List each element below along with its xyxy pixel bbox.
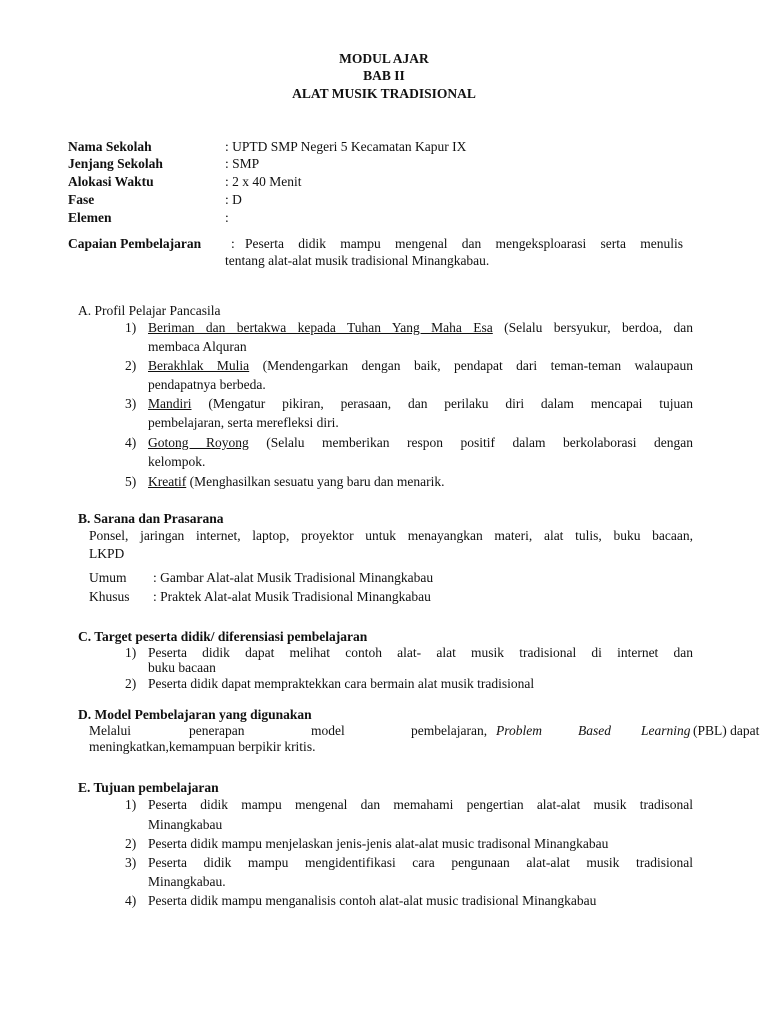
section-b-khusus-label: Khusus — [89, 589, 130, 604]
section-e-item-num: 2) — [125, 836, 137, 851]
section-a-item-num: 4) — [125, 435, 137, 450]
section-a-heading: A. Profil Pelajar Pancasila — [78, 303, 221, 318]
section-a-item-line2: pembelajaran, serta merefleksi diri. — [148, 415, 339, 430]
section-b-umum-value: : Gambar Alat-alat Musik Tradisional Minangkabau — [153, 570, 434, 585]
section-e-item-num: 1) — [125, 797, 137, 812]
info-label-fase: Fase — [68, 192, 95, 207]
info-label-jenjang: Jenjang Sekolah — [68, 156, 163, 171]
section-a-item-line — [148, 358, 693, 374]
value-term: Mandiri — [148, 396, 192, 411]
section-d-text-line2: meningkatkan,kemampuan berpikir kritis. — [89, 739, 316, 754]
section-d-word-italic: Problem — [496, 723, 542, 738]
section-e-item-line2: Minangkabau — [148, 817, 223, 832]
section-c-item-line2: buku bacaan — [148, 660, 216, 675]
capaian-text-line2: tentang alat-alat musik tradisional Minangkabau. — [225, 253, 490, 268]
section-a-item-num: 5) — [125, 474, 137, 489]
value-term: Berakhlak Mulia — [148, 358, 250, 373]
capaian-colon: : — [231, 236, 235, 251]
section-c-heading: C. Target peserta didik/ diferensiasi pembelajaran — [78, 629, 368, 644]
section-a-item-line — [148, 396, 693, 412]
value-desc: (Selalu bersyukur, berdoa, dan — [504, 320, 693, 335]
section-a-item-line — [148, 320, 693, 336]
doc-title-topic: ALAT MUSIK TRADISIONAL — [292, 86, 476, 101]
section-a-item-line2: kelompok. — [148, 454, 206, 469]
doc-title-modul: MODUL AJAR — [339, 51, 429, 66]
section-d-word-italic: Learning — [641, 723, 691, 738]
section-a-item-line — [148, 435, 693, 451]
section-d-word: pembelajaran, — [411, 723, 488, 738]
section-e-item-line1: Peserta didik mampu mengidentifikasi cara pengunaan alat-alat musik tradisional — [148, 855, 693, 870]
info-value-nama-sekolah: : UPTD SMP Negeri 5 Kecamatan Kapur IX — [225, 139, 467, 154]
section-a-item-num: 1) — [125, 320, 137, 335]
section-a-item-line2: pendapatnya berbeda. — [148, 377, 266, 392]
info-value-jenjang: : SMP — [225, 156, 260, 171]
section-e-heading: E. Tujuan pembelajaran — [78, 780, 219, 795]
section-e-item-line2: Minangkabau. — [148, 874, 226, 889]
section-b-text-line2: LKPD — [89, 546, 125, 561]
info-label-elemen: Elemen — [68, 210, 112, 225]
section-e-item-num: 4) — [125, 893, 137, 908]
section-e-item-line1: Peserta didik mampu menjelaskan jenis-jenis alat-alat music tradisonal Minangkabau — [148, 836, 609, 851]
section-c-item-num: 1) — [125, 645, 137, 660]
section-a-item-line — [148, 474, 445, 490]
section-d-heading: D. Model Pembelajaran yang digunakan — [78, 707, 312, 722]
section-d-word: (PBL) dapat — [693, 723, 760, 738]
info-label-nama-sekolah: Nama Sekolah — [68, 139, 152, 154]
section-a-item-num: 2) — [125, 358, 137, 373]
section-b-text-line1: Ponsel, jaringan internet, laptop, proyektor untuk menayangkan materi, alat tulis, buku bacaan, — [89, 528, 693, 543]
section-c-item-line1: Peserta didik dapat mempraktekkan cara bermain alat musik tradisional — [148, 676, 535, 691]
info-value-elemen: : — [225, 210, 229, 225]
section-d-word-italic: Based — [578, 723, 611, 738]
section-e-item-num: 3) — [125, 855, 137, 870]
section-e-item-line1: Peserta didik mampu mengenal dan memahami pengertian alat-alat musik tradisonal — [148, 797, 693, 812]
info-label-alokasi: Alokasi Waktu — [68, 174, 154, 189]
value-desc: (Mendengarkan dengan baik, pendapat dari teman-teman walaupaun — [262, 358, 693, 373]
section-b-heading: B. Sarana dan Prasarana — [78, 511, 224, 526]
section-c-item-line1: Peserta didik dapat melihat contoh alat- alat musik tradisional di internet dan — [148, 645, 693, 660]
section-d-word: Melalui — [89, 723, 131, 738]
doc-title-bab: BAB II — [363, 68, 405, 83]
capaian-text-line1: Peserta didik mampu mengenal dan mengeksploarasi serta menulis — [245, 236, 683, 251]
section-e-item-line1: Peserta didik mampu menganalisis contoh alat-alat music tradisional Minangkabau — [148, 893, 597, 908]
value-desc: (Mengatur pikiran, perasaan, dan perilaku diri dalam mencapai tujuan — [208, 396, 694, 411]
value-desc: (Selalu memberikan respon positif dalam berkolaborasi dengan — [266, 435, 693, 450]
value-term: Gotong Royong — [148, 435, 249, 450]
capaian-label: Capaian Pembelajaran — [68, 236, 202, 251]
section-b-umum-label: Umum — [89, 570, 127, 585]
value-desc: (Menghasilkan sesuatu yang baru dan menarik. — [189, 474, 445, 489]
section-d-word: model — [311, 723, 345, 738]
info-value-alokasi: : 2 x 40 Menit — [225, 174, 302, 189]
info-value-fase: : D — [225, 192, 242, 207]
section-d-word: penerapan — [189, 723, 245, 738]
value-term: Beriman dan bertakwa kepada Tuhan Yang Maha Esa — [148, 320, 493, 335]
section-b-khusus-value: : Praktek Alat-alat Musik Tradisional Minangkabau — [153, 589, 431, 604]
section-a-item-line2: membaca Alquran — [148, 339, 247, 354]
section-c-item-num: 2) — [125, 676, 137, 691]
section-a-item-num: 3) — [125, 396, 137, 411]
value-term: Kreatif — [148, 474, 187, 489]
